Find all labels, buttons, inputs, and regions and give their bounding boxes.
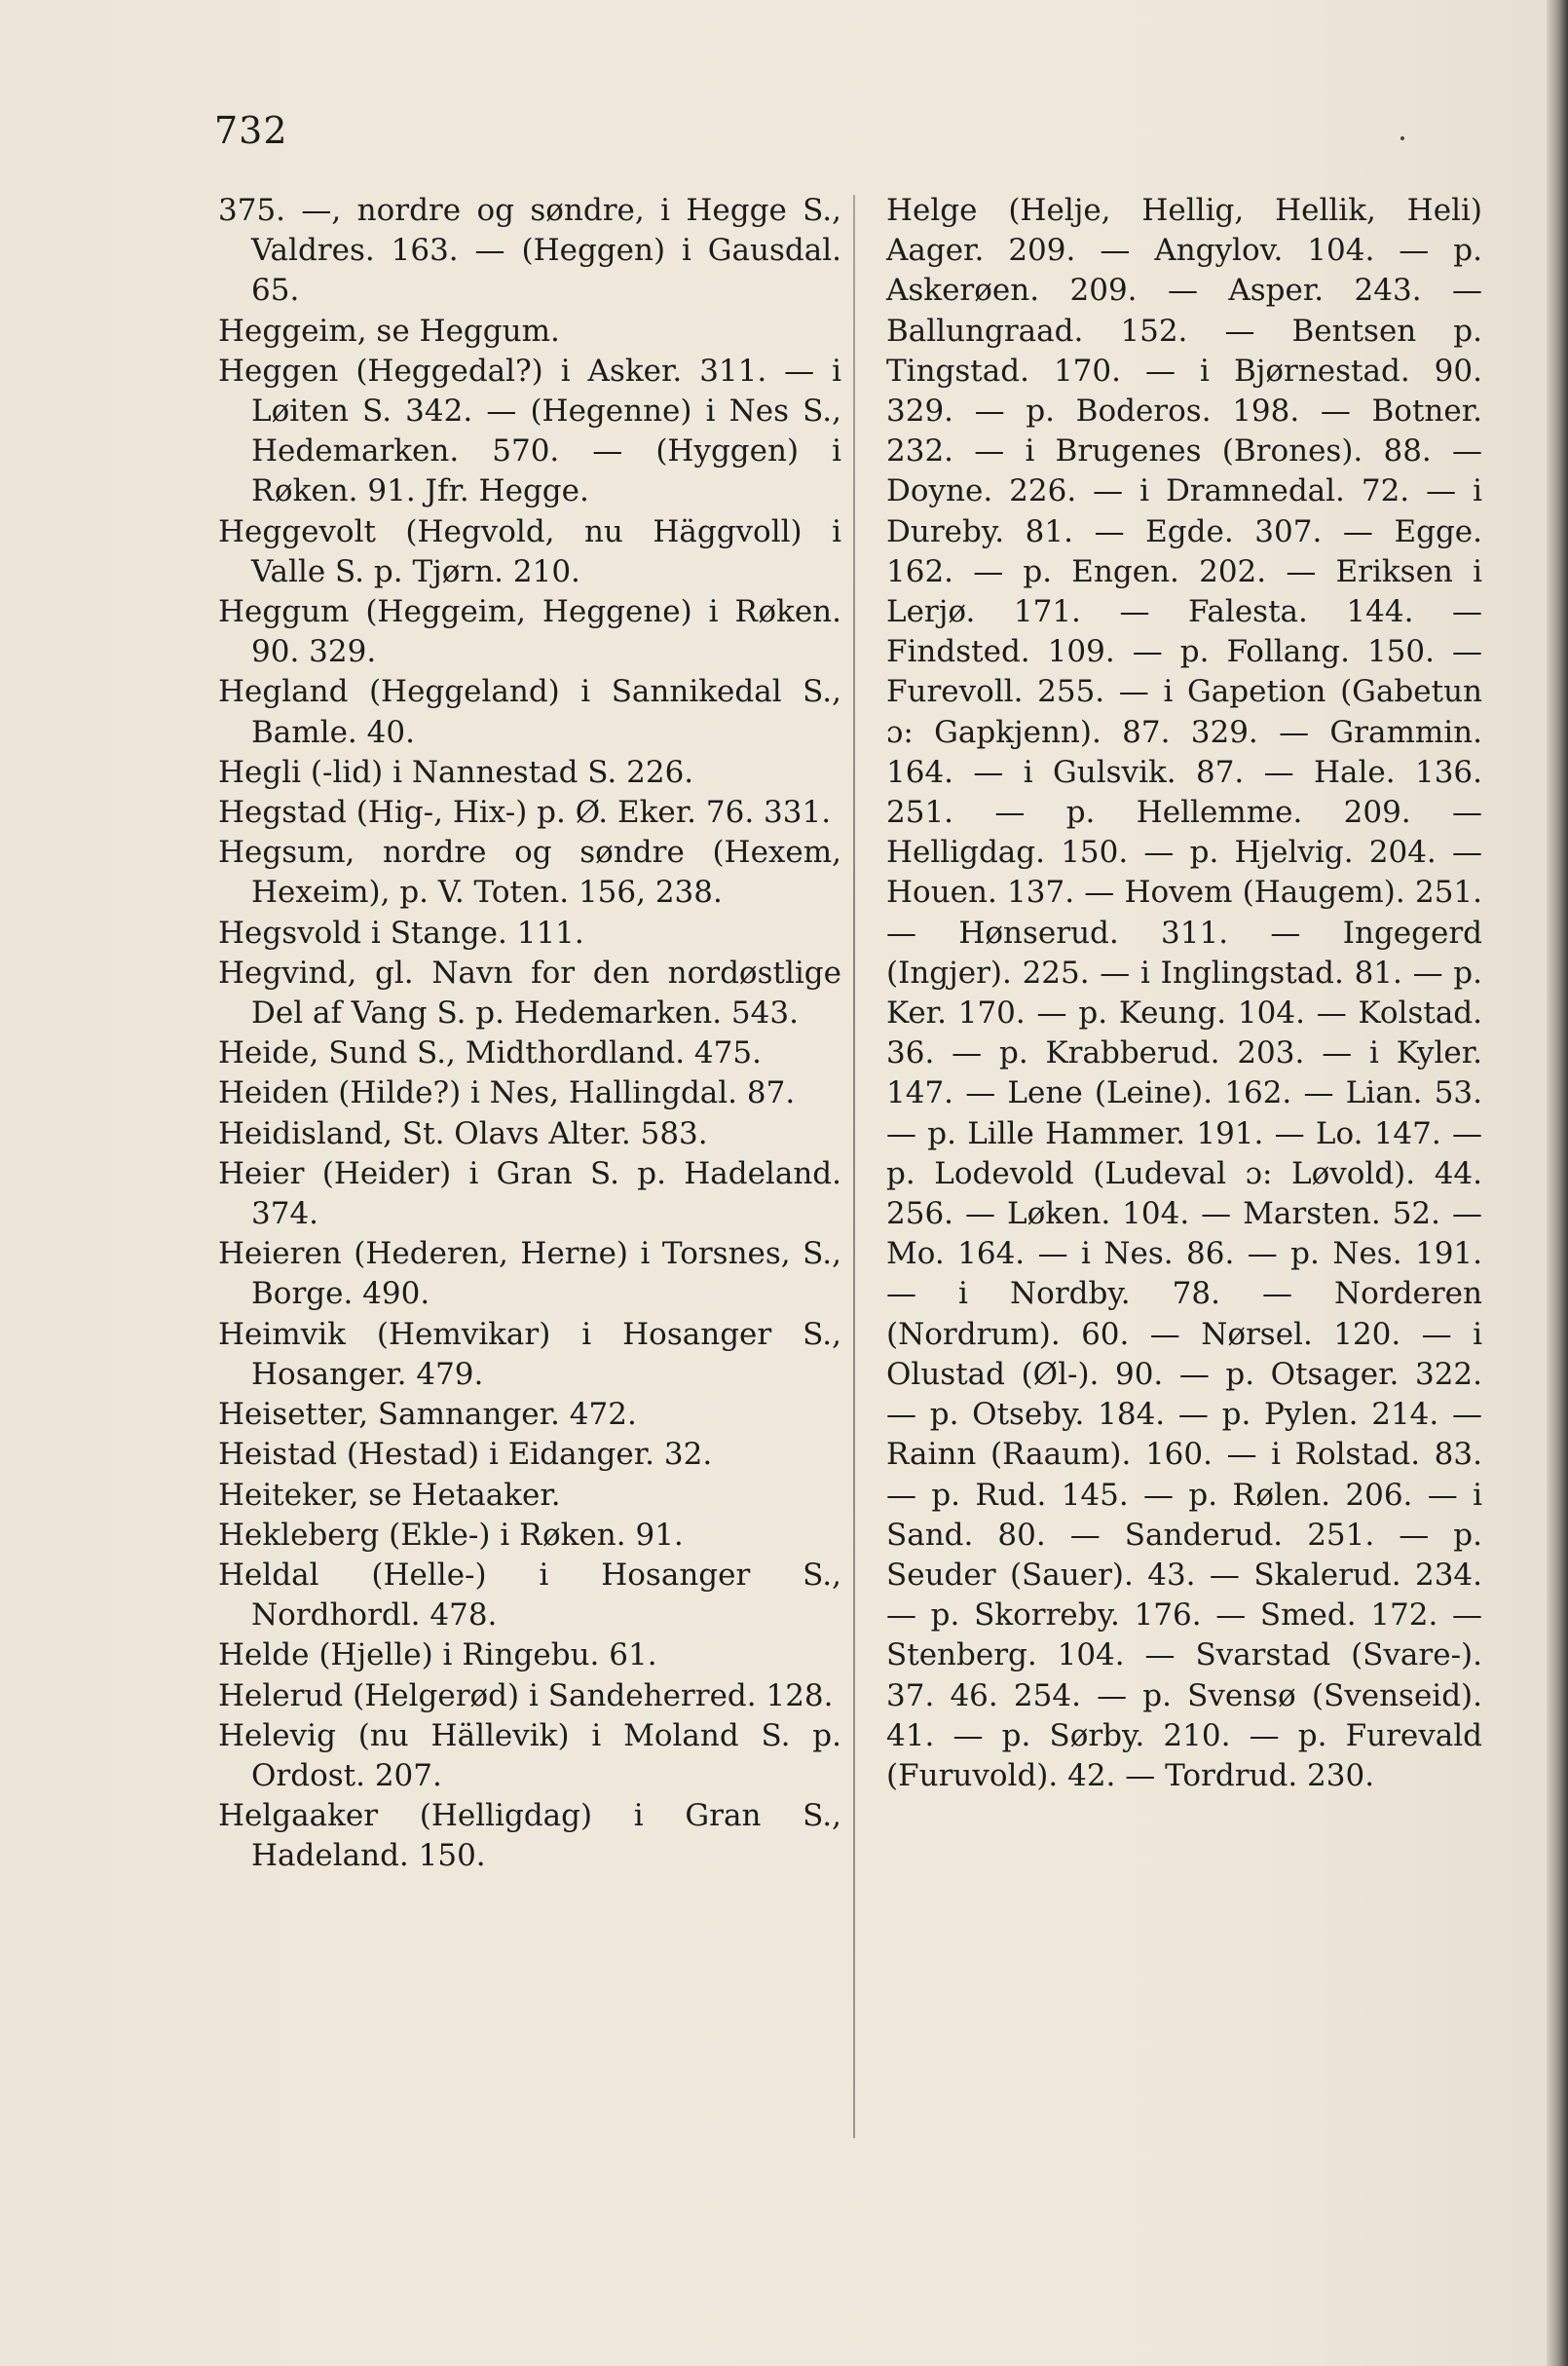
index-entry: Heggeim, se Heggum. [218, 313, 560, 349]
index-entry: Heier (Heider) i Gran S. p. Hadeland. 374. [218, 1155, 841, 1232]
index-entry: Heldal (Helle-) i Hosanger S., Nordhordl. 478. [218, 1557, 841, 1634]
index-entry: Heieren (Hederen, Herne) i Torsnes, S., Borge. 490. [218, 1236, 841, 1312]
index-entry: Helde (Hjelle) i Ringebu. 61. [218, 1637, 657, 1673]
column-divider [853, 195, 855, 2138]
index-entry: Heggen (Heggedal?) i Asker. 311. — i Løiten S. 342. — (Hegenne) i Nes S., Hedemarken. 570. — (Hyggen) i Røken. 91. Jfr. Hegge. [218, 353, 841, 509]
index-entry: Helge (Helje, Hellig, Hellik, Heli) Aager. 209. — Angylov. 104. — p. Askerøen. 209. — Asper. 243. — Ballungraad. 152. — Bentsen p. Tingstad. 170. — i Bjørnestad. 90. 329. — p. Boderos. 198. — Botner. 232. — i Brugenes (Brones). 88. — Doyne. 226. — i Dramnedal. 72. — i Dureby. 81. — Egde. 307. — Egge. 162. — p. Engen. 202. — Eriksen i Lerjø. 171. — Falesta. 144. — Findsted. 109. — p. Follang. 150. — Furevoll. 255. — i Gapetion (Gabetun ɔ: Gapkjenn). 87. 329. — Grammin. 164. — i Gulsvik. 87. — Hale. 136. 251. — p. Hellemme. 209. — Helligdag. 150. — p. Hjelvig. 204. — Houen. 137. — Hovem (Haugem). 251. — Hønserud. 311. — Ingegerd (Ingjer). 225. — i Inglingstad. 81. — p. Ker. 170. — p. Keung. 104. — Kolstad. 36. — p. Krabberud. 203. — i Kyler. 147. — Lene (Leine). 162. — Lian. 53. — p. Lille Hammer. 191. — Lo. 147. — p. Lodevold (Ludeval ɔ: Løvold). 44. 256. — Løken. 104. — Marsten. 52. — Mo. 164. — i Nes. 86. — p. Nes. 191. — i Nordby. 78. — Norderen (Nordrum). 60. — Nørsel. 120. — i Olustad (Øl-). 90. — p. Otsager. 322. — p. Otseby. 184. — p. Pylen. 214. — Rainn (Raaum). 160. — i Rolstad. 83. — p. Rud. 145. — p. Rølen. 206. — i Sand. 80. — Sanderud. 251. — p. Seuder (Sauer). 43. — Skalerud. 234. — p. Skorreby. 176. — Smed. 172. — Stenberg. 104. — Svarstad (Svare-). 37. 46. 254. — p. Svensø (Svenseid). 41. — p. Sørby. 210. — p. Furevald (Furuvold). 42. — Tordrud. 230. [886, 193, 1482, 1793]
index-entry: Helgaaker (Helligdag) i Gran S., Hadeland. 150. [218, 1798, 841, 1874]
index-entry: Helerud (Helgerød) i Sandeherred. 128. [218, 1677, 834, 1713]
index-entry: Helevig (nu Hällevik) i Moland S. p. Ordost. 207. [218, 1717, 841, 1793]
index-entry: Heggevolt (Hegvold, nu Häggvoll) i Valle S. p. Tjørn. 210. [218, 513, 841, 589]
page-number: 732 [214, 109, 288, 152]
index-entry: Hekleberg (Ekle-) i Røken. 91. [218, 1517, 684, 1553]
index-entry: Heimvik (Hemvikar) i Hosanger S., Hosanger. 479. [218, 1316, 841, 1392]
index-entry: Hegli (-lid) i Nannestad S. 226. [218, 754, 694, 790]
index-entry: Heidisland, St. Olavs Alter. 583. [218, 1115, 708, 1151]
left-column [218, 191, 841, 1877]
index-entry: 375. —, nordre og søndre, i Hegge S., Valdres. 163. — (Heggen) i Gausdal. 65. [218, 193, 841, 309]
index-entry: Heiteker, se Hetaaker. [218, 1477, 561, 1513]
index-entry: Hegstad (Hig-, Hix-) p. Ø. Eker. 76. 331. [218, 795, 832, 831]
index-entry: Heide, Sund S., Midthordland. 475. [218, 1035, 762, 1071]
index-entry: Heisetter, Samnanger. 472. [218, 1397, 637, 1433]
index-entry: Hegsvold i Stange. 111. [218, 915, 584, 951]
page-edge-shadow [1547, 0, 1568, 2366]
index-entry: Hegland (Heggeland) i Sannikedal S., Bamle. 40. [218, 674, 841, 750]
index-entry: Heggum (Heggeim, Heggene) i Røken. 90. 329. [218, 594, 841, 670]
index-entry: Heiden (Hilde?) i Nes, Hallingdal. 87. [218, 1075, 796, 1111]
right-column [886, 191, 1482, 1796]
index-entry: Hegsum, nordre og søndre (Hexem, Hexeim), p. V. Toten. 156, 238. [218, 835, 841, 911]
print-speck [1400, 136, 1404, 140]
index-entry: Hegvind, gl. Navn for den nordøstlige Del af Vang S. p. Hedemarken. 543. [218, 955, 841, 1032]
index-entry: Heistad (Hestad) i Eidanger. 32. [218, 1437, 713, 1473]
